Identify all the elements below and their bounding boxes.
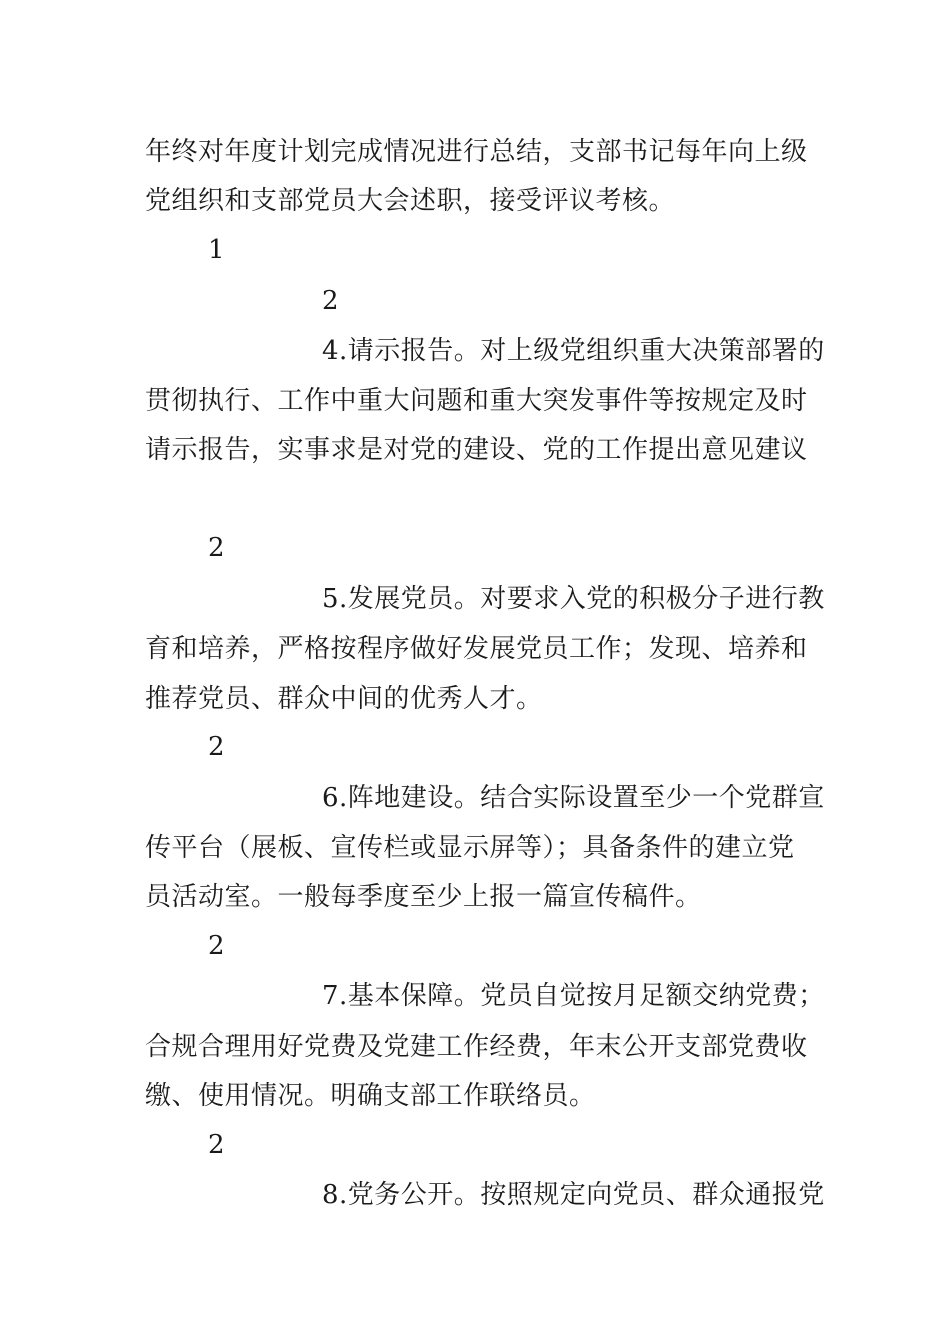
body-line: 员活动室。一般每季度至少上报一篇宣传稿件。	[145, 882, 702, 912]
fragment-number: 2	[208, 1130, 226, 1160]
fragment-number: 2	[208, 533, 226, 563]
fragment-number: 2	[208, 732, 226, 762]
section-heading-6: 6.阵地建设。结合实际设置至少一个党群宣	[322, 783, 825, 813]
body-line: 年终对年度计划完成情况进行总结，支部书记每年向上级	[145, 137, 808, 167]
body-line: 合规合理用好党费及党建工作经费，年末公开支部党费收	[145, 1032, 808, 1062]
fragment-number: 2	[322, 286, 340, 316]
body-line: 传平台（展板、宣传栏或显示屏等）；具备条件的建立党	[145, 833, 795, 863]
fragment-number: 2	[208, 931, 226, 961]
section-heading-5: 5.发展党员。对要求入党的积极分子进行教	[322, 584, 825, 614]
section-heading-7: 7.基本保障。党员自觉按月足额交纳党费；	[322, 981, 825, 1011]
section-heading-8: 8.党务公开。按照规定向党员、群众通报党	[322, 1180, 825, 1210]
body-line: 缴、使用情况。明确支部工作联络员。	[145, 1081, 596, 1111]
body-line: 贯彻执行、工作中重大问题和重大突发事件等按规定及时	[145, 386, 808, 416]
body-line: 推荐党员、群众中间的优秀人才。	[145, 684, 543, 714]
body-line: 育和培养，严格按程序做好发展党员工作；发现、培养和	[145, 634, 808, 664]
body-line: 党组织和支部党员大会述职，接受评议考核。	[145, 186, 676, 216]
body-line: 请示报告，实事求是对党的建设、党的工作提出意见建议	[145, 435, 808, 465]
fragment-number: 1	[208, 235, 226, 265]
section-heading-4: 4.请示报告。对上级党组织重大决策部署的	[322, 336, 825, 366]
